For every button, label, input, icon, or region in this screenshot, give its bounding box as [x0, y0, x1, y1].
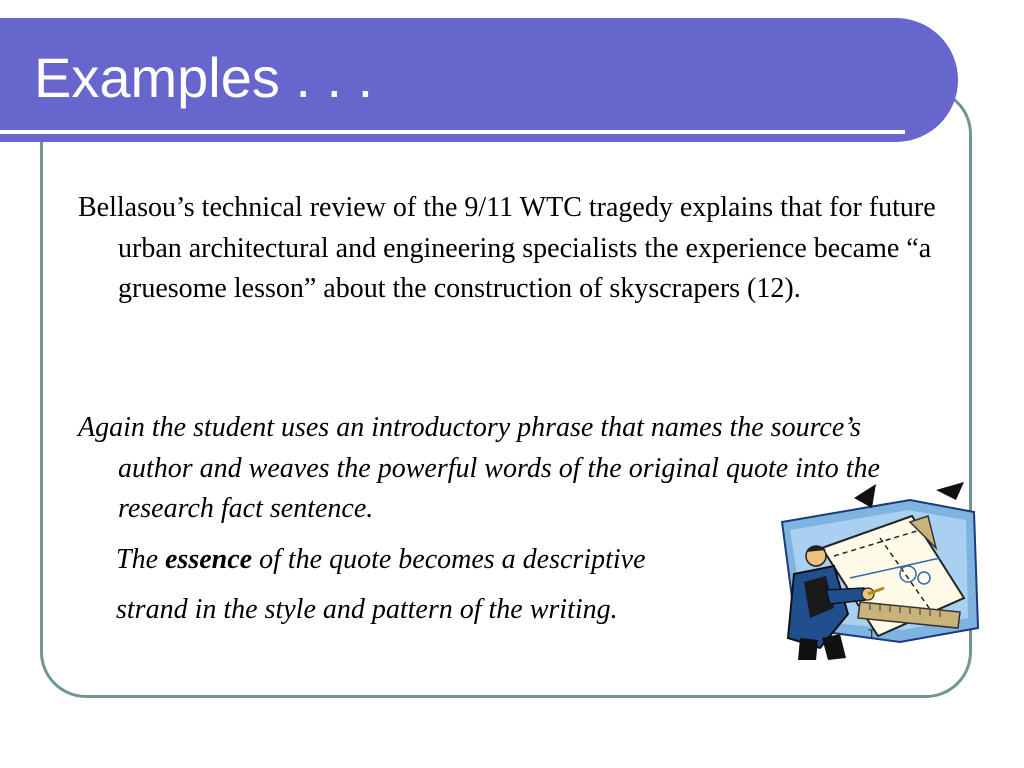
closing-line: strand in the style and pattern of the writing.	[116, 594, 618, 625]
example-paragraph: Bellasou’s technical review of the 9/11 WTC tragedy explains that for future urban architectural and engineering specialists the experience became “a gruesome lesson” about the construction of skyscrapers (12).	[78, 192, 936, 304]
closing-line-block	[116, 590, 776, 631]
essence-emphasis: essence	[165, 544, 253, 575]
example-paragraph-block	[78, 188, 938, 310]
essence-line-before: The	[116, 544, 165, 575]
explanation-paragraph: Again the student uses an introductory phrase that names the source’s author and weaves the powerful words of the original quote into the research fact sentence.	[78, 412, 880, 524]
slide-title: Examples . . .	[34, 46, 374, 109]
essence-line	[116, 540, 776, 581]
title-underline	[0, 130, 905, 134]
essence-line-block	[116, 540, 776, 581]
essence-line-after: of the quote becomes a descriptive	[252, 544, 646, 575]
svg-text:T: T	[868, 627, 876, 641]
architect-drafting-clipart-icon	[760, 478, 982, 660]
